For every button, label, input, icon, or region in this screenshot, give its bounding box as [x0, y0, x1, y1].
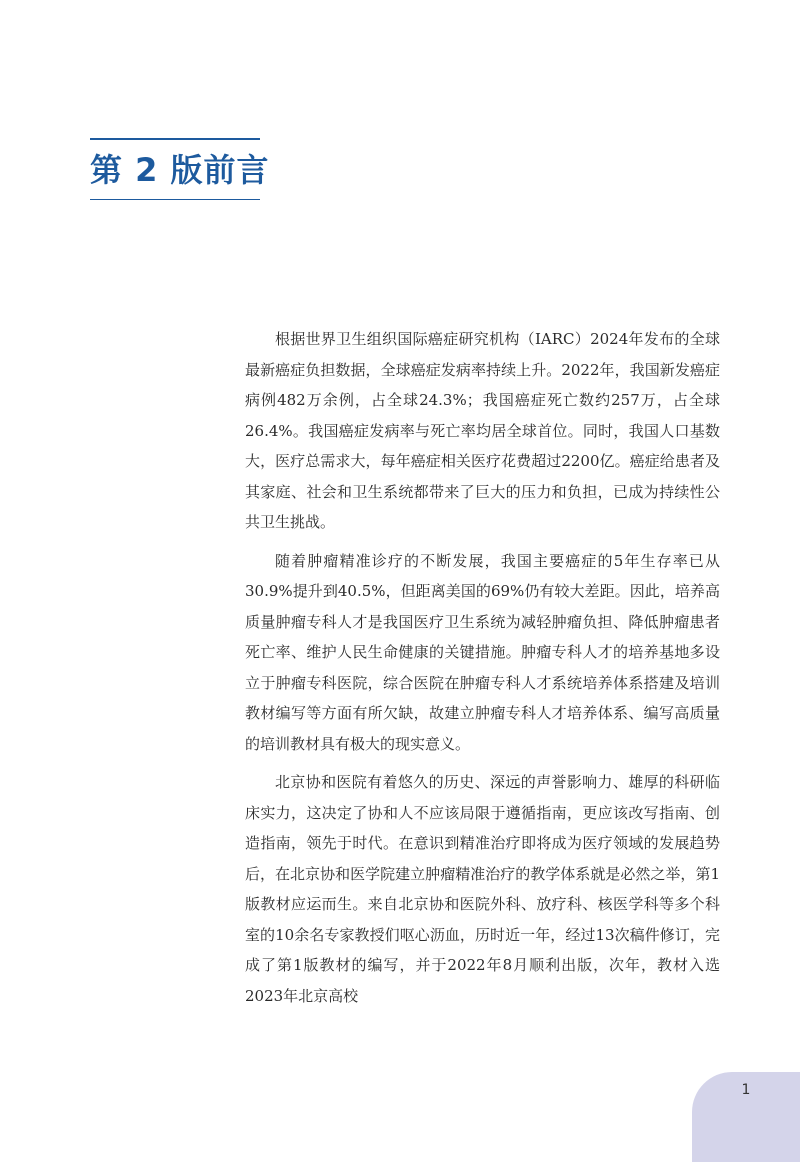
page-number: 1 [741, 1082, 751, 1098]
page-title: 第 2 版前言 [90, 150, 270, 189]
body-text [245, 324, 720, 1019]
paragraph-3: 北京协和医院有着悠久的历史、深远的声誉影响力、雄厚的科研临床实力，这决定了协和人不应该局限于遵循指南，更应该改写指南、创造指南，领先于时代。在意识到精准治疗即将成为医疗领域的发展趋势后，在北京协和医学院建立肿瘤精准治疗的教学体系就是必然之举，第1版教材应运而生。来自北京协和医院外科、放疗科、核医学科等多个科室的10余名专家教授们呕心沥血，历时近一年，经过13次稿件修订，完成了第1版教材的编写，并于2022年8月顺利出版，次年，教材入选2023年北京高校 [245, 773, 720, 1005]
paragraph-1: 根据世界卫生组织国际癌症研究机构（IARC）2024年发布的全球最新癌症负担数据，全球癌症发病率持续上升。2022年，我国新发癌症病例482万余例，占全球24.3%；我国癌症死亡数约257万，占全球26.4%。我国癌症发病率与死亡率均居全球首位。同时，我国人口基数大，医疗总需求大，每年癌症相关医疗花费超过2200亿。癌症给患者及其家庭、社会和卫生系统都带来了巨大的压力和负担，已成为持续性公共卫生挑战。 [245, 330, 720, 531]
page-number-tab [692, 1072, 800, 1162]
paragraph-2: 随着肿瘤精准诊疗的不断发展，我国主要癌症的5年生存率已从30.9%提升到40.5%，但距离美国的69%仍有较大差距。因此，培养高质量肿瘤专科人才是我国医疗卫生系统为减轻肿瘤负担、降低肿瘤患者死亡率、维护人民生命健康的关键措施。肿瘤专科人才的培养基地多设立于肿瘤专科医院，综合医院在肿瘤专科人才系统培养体系搭建及培训教材编写等方面有所欠缺，故建立肿瘤专科人才培养体系、编写高质量的培训教材具有极大的现实意义。 [245, 551, 720, 753]
heading-bottom-rule [90, 199, 260, 201]
chapter-heading [90, 138, 270, 200]
